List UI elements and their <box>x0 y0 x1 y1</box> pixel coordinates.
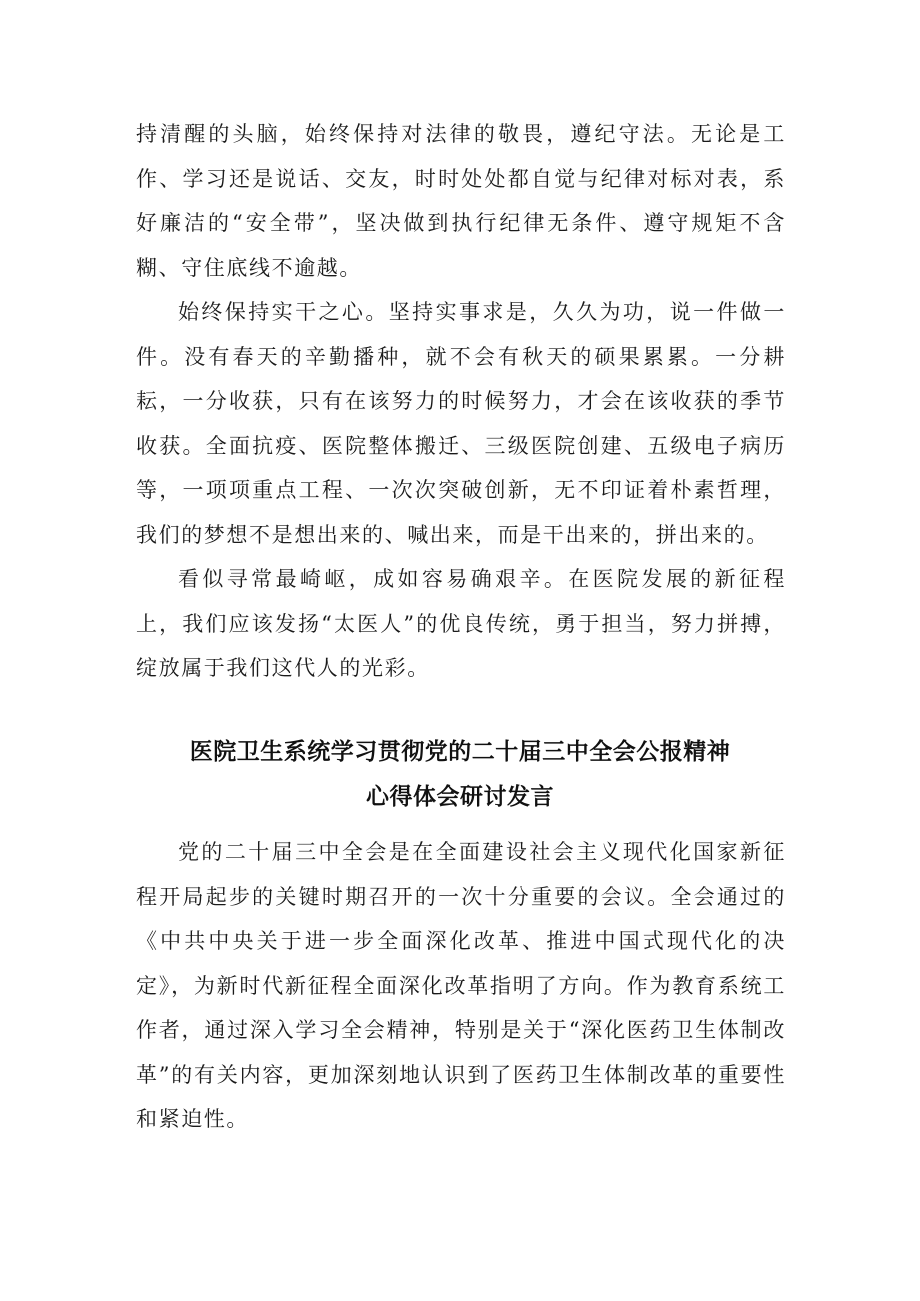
paragraph-practical-spirit: 始终保持实干之心。坚持实事求是，久久为功，说一件做一件。没有春天的辛勤播种，就不会有秋天的硕果累累。一分耕耘，一分收获，只有在该努力的时候努力，才会在该收获的季节收获。全面抗疫、医院整体搬迁、三级医院创建、五级电子病历等，一项项重点工程、一次次突破创新，无不印证着朴素哲理，我们的梦想不是想出来的、喊出来，而是干出来的，拼出来的。 <box>136 300 786 547</box>
paragraph-continued: 持清醒的头脑，始终保持对法律的敬畏，遵纪守法。无论是工作、学习还是说话、交友，时时处处都自觉与纪律对标对表，系好廉洁的“安全带”，坚决做到执行纪律无条件、遵守规矩不含糊、守住底线不逾越。 <box>136 122 786 280</box>
article-body <box>136 830 786 1142</box>
article-title-line-2: 心得体会研讨发言 <box>366 784 554 810</box>
paragraph-introduction: 党的二十届三中全会是在全面建设社会主义现代化国家新征程开局起步的关键时期召开的一次十分重要的会议。全会通过的《中共中央关于进一步全面深化改革、推进中国式现代化的决定》，为新时代新征程全面深化改革指明了方向。作为教育系统工作者，通过深入学习全会精神，特别是关于“深化医药卫生体制改革”的有关内容，更加深刻地认识到了医药卫生体制改革的重要性和紧迫性。 <box>136 840 786 1131</box>
article-title-line-1: 医院卫生系统学习贯彻党的二十届三中全会公报精神 <box>189 739 731 765</box>
previous-article-continuation <box>136 112 786 691</box>
paragraph-conclusion: 看似寻常最崎岖，成如容易确艰辛。在医院发展的新征程上，我们应该发扬“太医人”的优良传统，勇于担当，努力拼搏，绽放属于我们这代人的光彩。 <box>136 567 786 680</box>
